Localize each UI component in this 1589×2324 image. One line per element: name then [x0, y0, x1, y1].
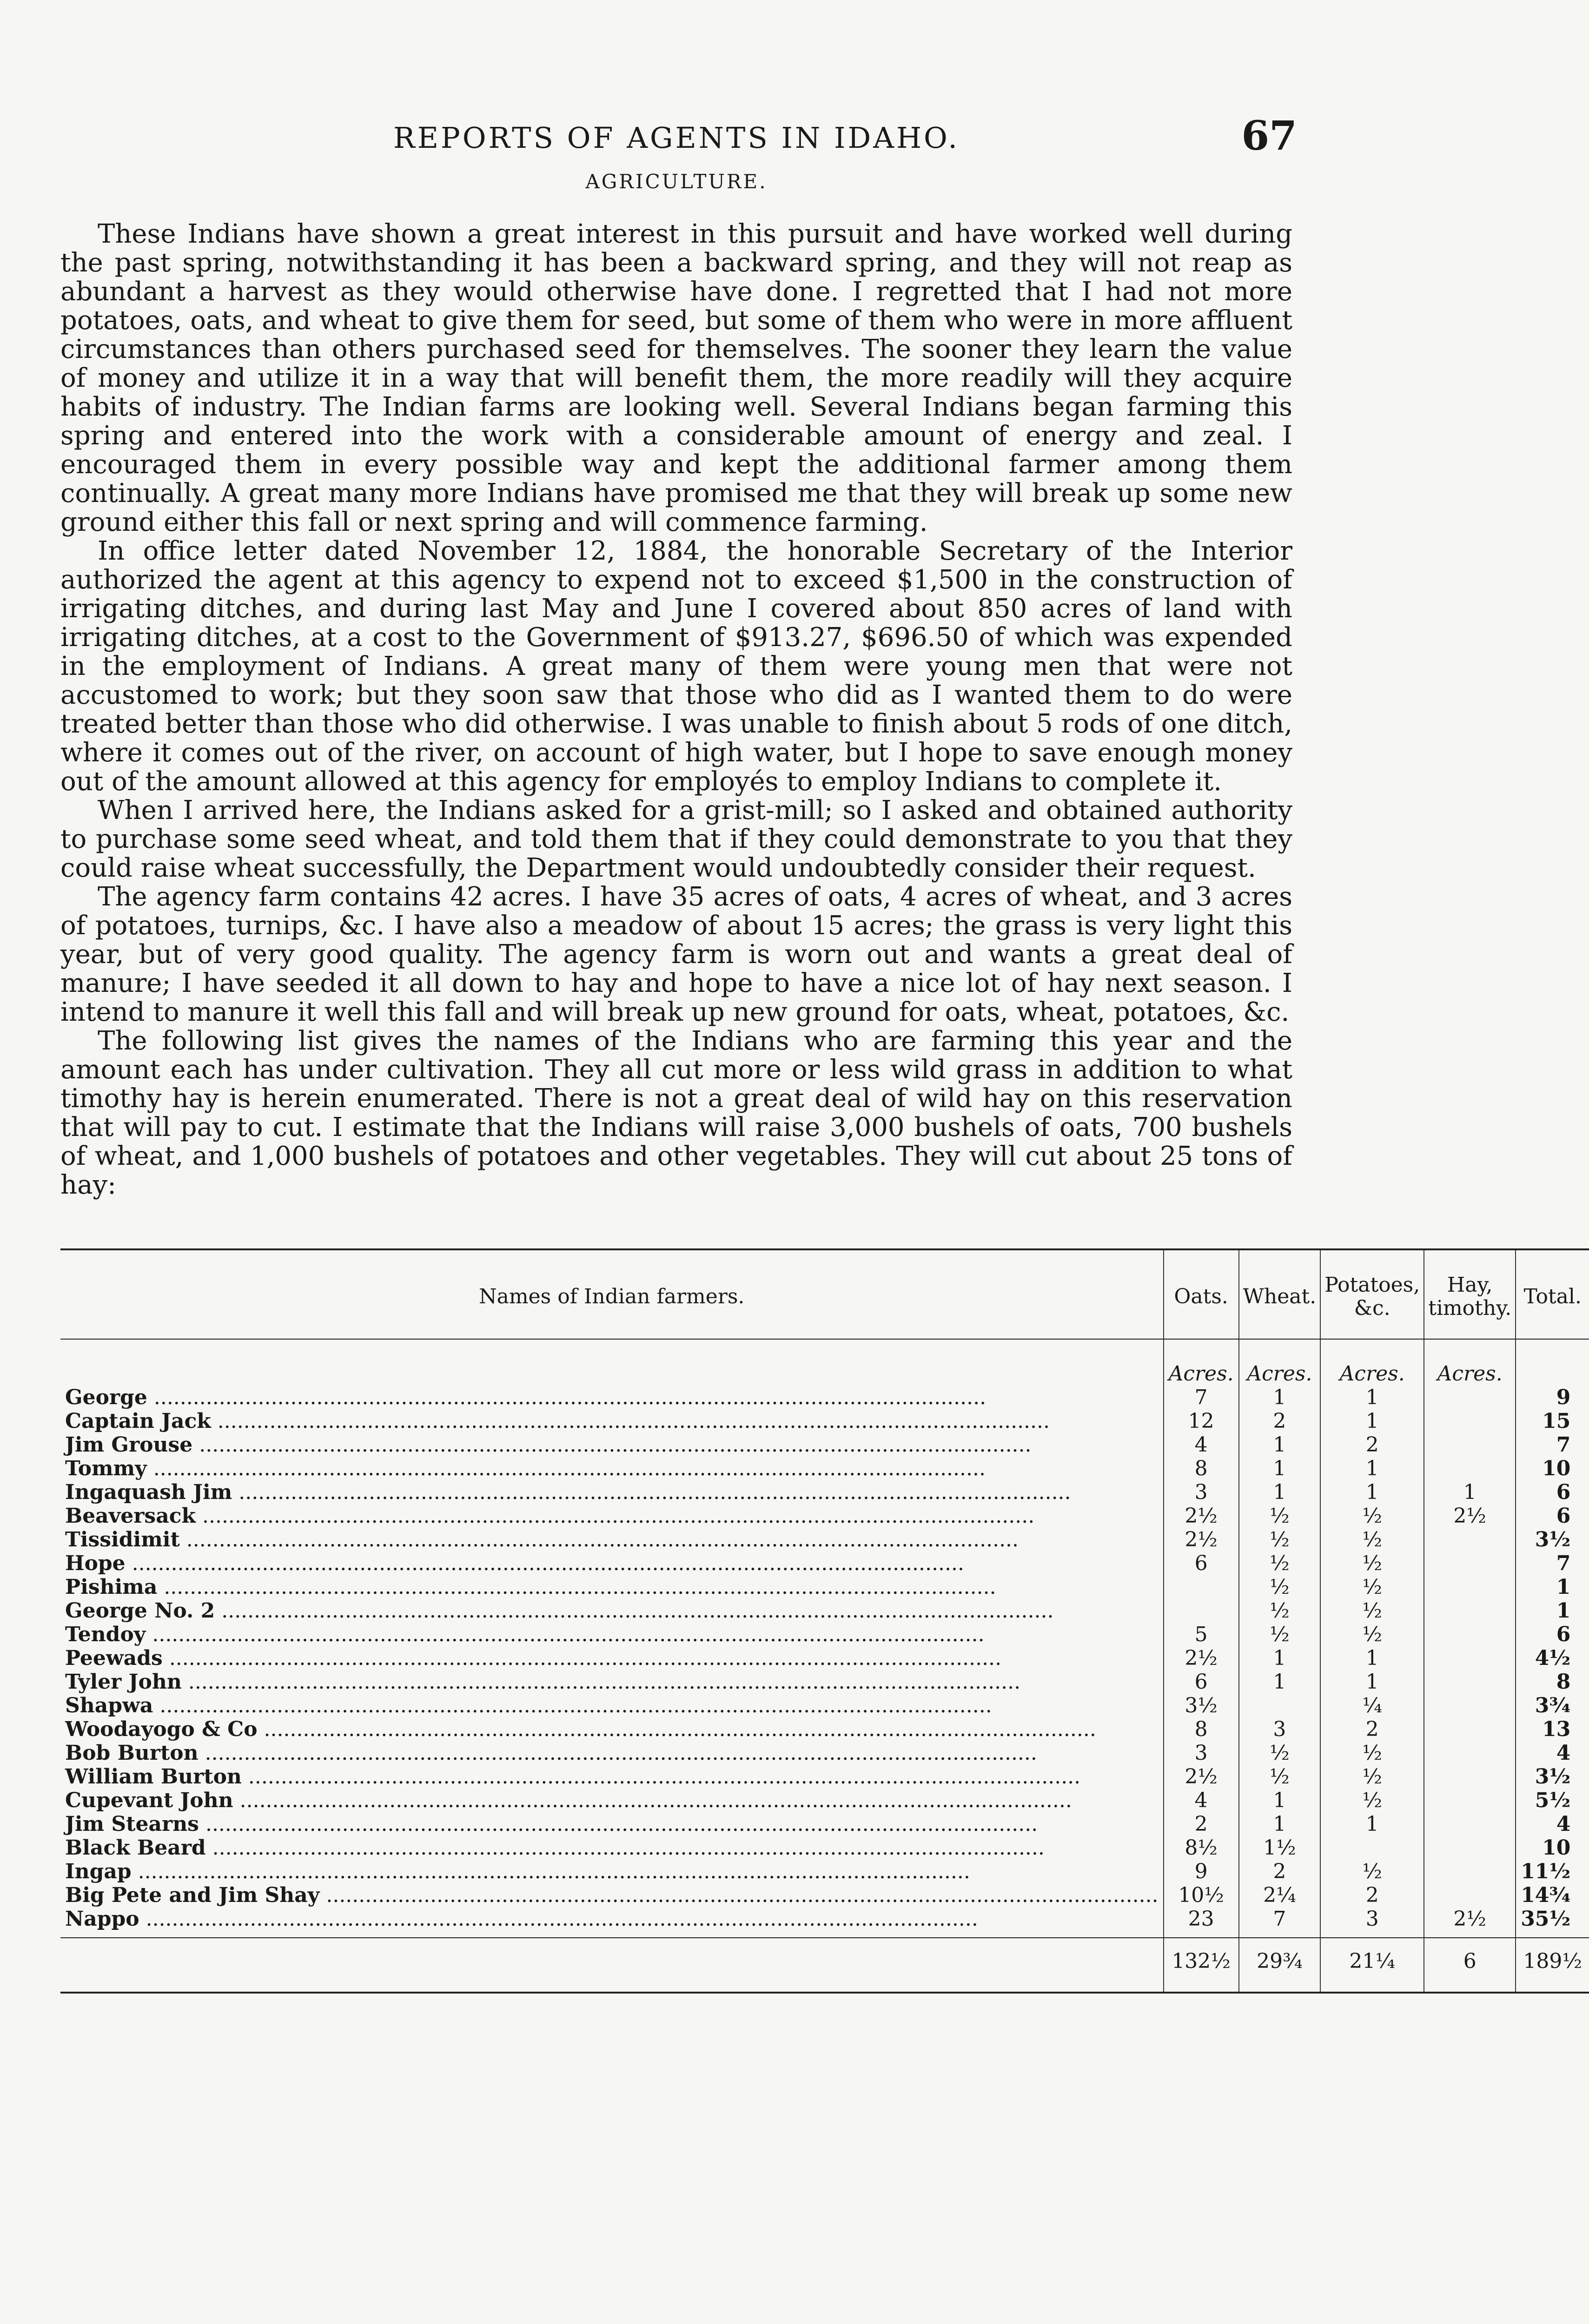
total-cell: 4	[1516, 1812, 1589, 1836]
farmer-name: William Burton .....	[60, 1765, 1164, 1789]
oats-cell: 5	[1164, 1623, 1239, 1646]
potatoes-cell: 1	[1320, 1670, 1424, 1694]
units-cell: Acres.	[1239, 1339, 1321, 1386]
oats-cell: 2½	[1164, 1646, 1239, 1670]
table-row	[60, 1741, 1589, 1765]
wheat-cell: ½	[1239, 1504, 1321, 1528]
hay-cell	[1424, 1860, 1516, 1883]
total-cell: 7	[1516, 1552, 1589, 1575]
totals-row	[60, 1938, 1589, 1993]
oats-cell: 8	[1164, 1457, 1239, 1480]
total-cell: 4½	[1516, 1646, 1589, 1670]
total-cell: 3½	[1516, 1765, 1589, 1789]
table-row	[60, 1812, 1589, 1836]
oats-cell: 23	[1164, 1907, 1239, 1938]
farmer-name: Jim Grouse .....	[60, 1433, 1164, 1457]
total-cell: 8	[1516, 1670, 1589, 1694]
farmer-name: Tissidimit .....	[60, 1528, 1164, 1552]
wheat-cell: 1	[1239, 1812, 1321, 1836]
table-row	[60, 1717, 1589, 1741]
section-heading: AGRICULTURE.	[585, 170, 768, 193]
hay-cell	[1424, 1694, 1516, 1717]
hay-cell	[1424, 1789, 1516, 1812]
totals-label	[60, 1938, 1164, 1993]
total-cell: 3½	[1516, 1528, 1589, 1552]
total-hay: 6	[1424, 1938, 1516, 1993]
total-oats: 132½	[1164, 1938, 1239, 1993]
hay-cell	[1424, 1741, 1516, 1765]
farmer-name: Woodayogo & Co .....	[60, 1717, 1164, 1741]
wheat-cell: ½	[1239, 1741, 1321, 1765]
oats-cell: 9	[1164, 1860, 1239, 1883]
farmer-name: Nappo .....	[60, 1907, 1164, 1938]
hay-cell	[1424, 1433, 1516, 1457]
hay-cell: 2½	[1424, 1504, 1516, 1528]
oats-cell	[1164, 1575, 1239, 1599]
total-cell: 1	[1516, 1575, 1589, 1599]
wheat-cell: 3	[1239, 1717, 1321, 1741]
potatoes-cell: ½	[1320, 1599, 1424, 1623]
hay-cell	[1424, 1528, 1516, 1552]
potatoes-cell: 1	[1320, 1812, 1424, 1836]
potatoes-cell: 2	[1320, 1433, 1424, 1457]
farmer-name: George No. 2 .....	[60, 1599, 1164, 1623]
potatoes-cell: 1	[1320, 1646, 1424, 1670]
units-cell: Acres.	[1164, 1339, 1239, 1386]
running-header	[60, 112, 1297, 167]
total-cell: 9	[1516, 1386, 1589, 1409]
header-total: Total.	[1516, 1249, 1589, 1339]
hay-cell	[1424, 1717, 1516, 1741]
header-hay: Hay, timothy.	[1424, 1249, 1516, 1339]
farmer-name: Tommy .....	[60, 1457, 1164, 1480]
total-cell: 11½	[1516, 1860, 1589, 1883]
wheat-cell: ½	[1239, 1765, 1321, 1789]
paragraph: When I arrived here, the Indians asked for a grist-mill; so I asked and obtained authority to purchase some seed wheat, and told them that if they could demonstrate to you that they could raise wheat successfully, the Department would undoubtedly consider their request.	[60, 795, 1292, 883]
units-cell	[1516, 1339, 1589, 1386]
potatoes-cell: 1	[1320, 1457, 1424, 1480]
wheat-cell	[1239, 1694, 1321, 1717]
farmer-name: Peewads .....	[60, 1646, 1164, 1670]
wheat-cell: 1	[1239, 1789, 1321, 1812]
table-row	[60, 1670, 1589, 1694]
oats-cell: 8	[1164, 1717, 1239, 1741]
table-row	[60, 1433, 1589, 1457]
oats-cell: 10½	[1164, 1883, 1239, 1907]
paragraph: The following list gives the names of the Indians who are farming this year and the amount each has under cultivation. They all cut more or less wild grass in addition to what timothy hay is herein enumerated. There is not a great deal of wild hay on this reservation that will pay to cut. I estimate that the Indians will raise 3,000 bushels of oats, 700 bushels of wheat, and 1,000 bushels of potatoes and other vegetables. They will cut about 25 tons of hay:	[60, 1026, 1292, 1200]
total-cell: 13	[1516, 1717, 1589, 1741]
farmer-name: Pishima .....	[60, 1575, 1164, 1599]
hay-cell	[1424, 1623, 1516, 1646]
total-cell: 6	[1516, 1623, 1589, 1646]
farmer-name: Hope .....	[60, 1552, 1164, 1575]
farmer-name: Jim Stearns .....	[60, 1812, 1164, 1836]
oats-cell: 3	[1164, 1741, 1239, 1765]
potatoes-cell: 1	[1320, 1480, 1424, 1504]
table-row	[60, 1765, 1589, 1789]
oats-cell: 8½	[1164, 1836, 1239, 1860]
hay-cell	[1424, 1575, 1516, 1599]
wheat-cell: ½	[1239, 1528, 1321, 1552]
total-cell: 5½	[1516, 1789, 1589, 1812]
oats-cell: 4	[1164, 1433, 1239, 1457]
farmer-name: Beaversack .....	[60, 1504, 1164, 1528]
table-row	[60, 1480, 1589, 1504]
oats-cell: 7	[1164, 1386, 1239, 1409]
units-row	[60, 1339, 1589, 1386]
total-cell: 1	[1516, 1599, 1589, 1623]
table-row	[60, 1409, 1589, 1433]
units-cell: Acres.	[1424, 1339, 1516, 1386]
wheat-cell: 2	[1239, 1409, 1321, 1433]
hay-cell	[1424, 1646, 1516, 1670]
potatoes-cell	[1320, 1836, 1424, 1860]
total-cell: 3¾	[1516, 1694, 1589, 1717]
table-row	[60, 1599, 1589, 1623]
table-row	[60, 1907, 1589, 1938]
potatoes-cell: ¼	[1320, 1694, 1424, 1717]
oats-cell	[1164, 1599, 1239, 1623]
table-row	[60, 1528, 1589, 1552]
oats-cell: 6	[1164, 1670, 1239, 1694]
oats-cell: 12	[1164, 1409, 1239, 1433]
total-cell: 10	[1516, 1836, 1589, 1860]
oats-cell: 2½	[1164, 1504, 1239, 1528]
wheat-cell: 2	[1239, 1860, 1321, 1883]
wheat-cell: 1	[1239, 1646, 1321, 1670]
wheat-cell: 7	[1239, 1907, 1321, 1938]
hay-cell	[1424, 1812, 1516, 1836]
paragraph: These Indians have shown a great interest in this pursuit and have worked well during the past spring, notwithstanding it has been a backward spring, and they will not reap as abundant a harvest as they would otherwise have done. I regretted that I had not more potatoes, oats, and wheat to give them for seed, but some of them who were in more affluent circumstances than others purchased seed for themselves. The sooner they learn the value of money and utilize it in a way that will benefit them, the more readily will they acquire habits of industry. The Indian farms are looking well. Several Indians began farming this spring and entered into the work with a considerable amount of energy and zeal. I encouraged them in every possible way and kept the additional farmer among them continually. A great many more Indians have promised me that they will break up some new ground either this fall or next spring and will commence farming.	[60, 219, 1292, 537]
potatoes-cell: 1	[1320, 1386, 1424, 1409]
document-page	[60, 112, 1582, 1994]
potatoes-cell: 2	[1320, 1717, 1424, 1741]
body-text	[60, 220, 1292, 1200]
table-row	[60, 1646, 1589, 1670]
potatoes-cell: ½	[1320, 1789, 1424, 1812]
wheat-cell: ½	[1239, 1575, 1321, 1599]
hay-cell	[1424, 1457, 1516, 1480]
hay-cell	[1424, 1552, 1516, 1575]
farmer-name: Tyler John .....	[60, 1670, 1164, 1694]
wheat-cell: ½	[1239, 1552, 1321, 1575]
hay-cell	[1424, 1765, 1516, 1789]
total-cell: 6	[1516, 1480, 1589, 1504]
table-row	[60, 1575, 1589, 1599]
oats-cell: 2½	[1164, 1765, 1239, 1789]
farmer-name: Captain Jack .....	[60, 1409, 1164, 1433]
potatoes-cell: ½	[1320, 1623, 1424, 1646]
oats-cell: 2	[1164, 1812, 1239, 1836]
header-wheat: Wheat.	[1239, 1249, 1321, 1339]
oats-cell: 6	[1164, 1552, 1239, 1575]
potatoes-cell: 1	[1320, 1409, 1424, 1433]
farmer-name: Ingaquash Jim .....	[60, 1480, 1164, 1504]
farmer-name: Tendoy .....	[60, 1623, 1164, 1646]
paragraph: The agency farm contains 42 acres. I have 35 acres of oats, 4 acres of wheat, and 3 acres of potatoes, turnips, &c. I have also a meadow of about 15 acres; the grass is very light this year, but of very good quality. The agency farm is worn out and wants a great deal of manure; I have seeded it all down to hay and hope to have a nice lot of hay next season. I intend to manure it well this fall and will break up new ground for oats, wheat, potatoes, &c.	[60, 882, 1292, 1027]
farmer-name: Bob Burton .....	[60, 1741, 1164, 1765]
potatoes-cell: ½	[1320, 1765, 1424, 1789]
hay-cell: 1	[1424, 1480, 1516, 1504]
farmer-name: Shapwa .....	[60, 1694, 1164, 1717]
potatoes-cell: ½	[1320, 1528, 1424, 1552]
total-cell: 4	[1516, 1741, 1589, 1765]
wheat-cell: 1	[1239, 1386, 1321, 1409]
oats-cell: 3½	[1164, 1694, 1239, 1717]
farmer-name: George .....	[60, 1386, 1164, 1409]
total-cell: 35½	[1516, 1907, 1589, 1938]
potatoes-cell: ½	[1320, 1741, 1424, 1765]
total-cell: 6	[1516, 1504, 1589, 1528]
table-row	[60, 1694, 1589, 1717]
hay-cell	[1424, 1409, 1516, 1433]
farmer-name: Ingap .....	[60, 1860, 1164, 1883]
table-row	[60, 1504, 1589, 1528]
table-row	[60, 1386, 1589, 1409]
paragraph: In office letter dated November 12, 1884, the honorable Secretary of the Interior authorized the agent at this agency to expend not to exceed $1,500 in the construction of irrigating ditches, and during last May and June I covered about 850 acres of land with irrigating ditches, at a cost to the Government of $913.27, $696.50 of which was expended in the employment of Indians. A great many of them were young men that were not accustomed to work; but they soon saw that those who did as I wanted them to do were treated better than those who did otherwise. I was unable to finish about 5 rods of one ditch, where it comes out of the river, on account of high water, but I hope to save enough money out of the amount allowed at this agency for employés to employ Indians to complete it.	[60, 536, 1292, 797]
total-potatoes: 21¼	[1320, 1938, 1424, 1993]
table-row	[60, 1789, 1589, 1812]
header-names: Names of Indian farmers.	[60, 1249, 1164, 1339]
total-cell: 15	[1516, 1409, 1589, 1433]
oats-cell: 3	[1164, 1480, 1239, 1504]
oats-cell: 2½	[1164, 1528, 1239, 1552]
hay-cell: 2½	[1424, 1907, 1516, 1938]
table-row	[60, 1860, 1589, 1883]
table-row	[60, 1457, 1589, 1480]
potatoes-cell: 3	[1320, 1907, 1424, 1938]
wheat-cell: 2¼	[1239, 1883, 1321, 1907]
farmer-name: Black Beard .....	[60, 1836, 1164, 1860]
table-row	[60, 1883, 1589, 1907]
hay-cell	[1424, 1670, 1516, 1694]
total-total: 189½	[1516, 1938, 1589, 1993]
wheat-cell: 1	[1239, 1433, 1321, 1457]
wheat-cell: ½	[1239, 1599, 1321, 1623]
oats-cell: 4	[1164, 1789, 1239, 1812]
wheat-cell: 1½	[1239, 1836, 1321, 1860]
hay-cell	[1424, 1599, 1516, 1623]
units-cell	[60, 1339, 1164, 1386]
farmer-name: Cupevant John .....	[60, 1789, 1164, 1812]
hay-cell	[1424, 1386, 1516, 1409]
units-cell: Acres.	[1320, 1339, 1424, 1386]
header-potatoes: Potatoes, &c.	[1320, 1249, 1424, 1339]
table-row	[60, 1552, 1589, 1575]
total-wheat: 29¾	[1239, 1938, 1321, 1993]
wheat-cell: 1	[1239, 1457, 1321, 1480]
total-cell: 14¾	[1516, 1883, 1589, 1907]
wheat-cell: 1	[1239, 1480, 1321, 1504]
running-title: REPORTS OF AGENTS IN IDAHO.	[393, 121, 960, 155]
table-row	[60, 1836, 1589, 1860]
total-cell: 7	[1516, 1433, 1589, 1457]
potatoes-cell: ½	[1320, 1552, 1424, 1575]
total-cell: 10	[1516, 1457, 1589, 1480]
table-row	[60, 1623, 1589, 1646]
hay-cell	[1424, 1836, 1516, 1860]
potatoes-cell: ½	[1320, 1860, 1424, 1883]
potatoes-cell: ½	[1320, 1504, 1424, 1528]
potatoes-cell: ½	[1320, 1575, 1424, 1599]
potatoes-cell: 2	[1320, 1883, 1424, 1907]
page-number: 67	[1241, 112, 1297, 159]
header-oats: Oats.	[1164, 1249, 1239, 1339]
wheat-cell: ½	[1239, 1623, 1321, 1646]
wheat-cell: 1	[1239, 1670, 1321, 1694]
table-header-row	[60, 1249, 1589, 1339]
hay-cell	[1424, 1883, 1516, 1907]
farmers-table	[60, 1248, 1589, 1994]
farmer-name: Big Pete and Jim Shay .....	[60, 1883, 1164, 1907]
